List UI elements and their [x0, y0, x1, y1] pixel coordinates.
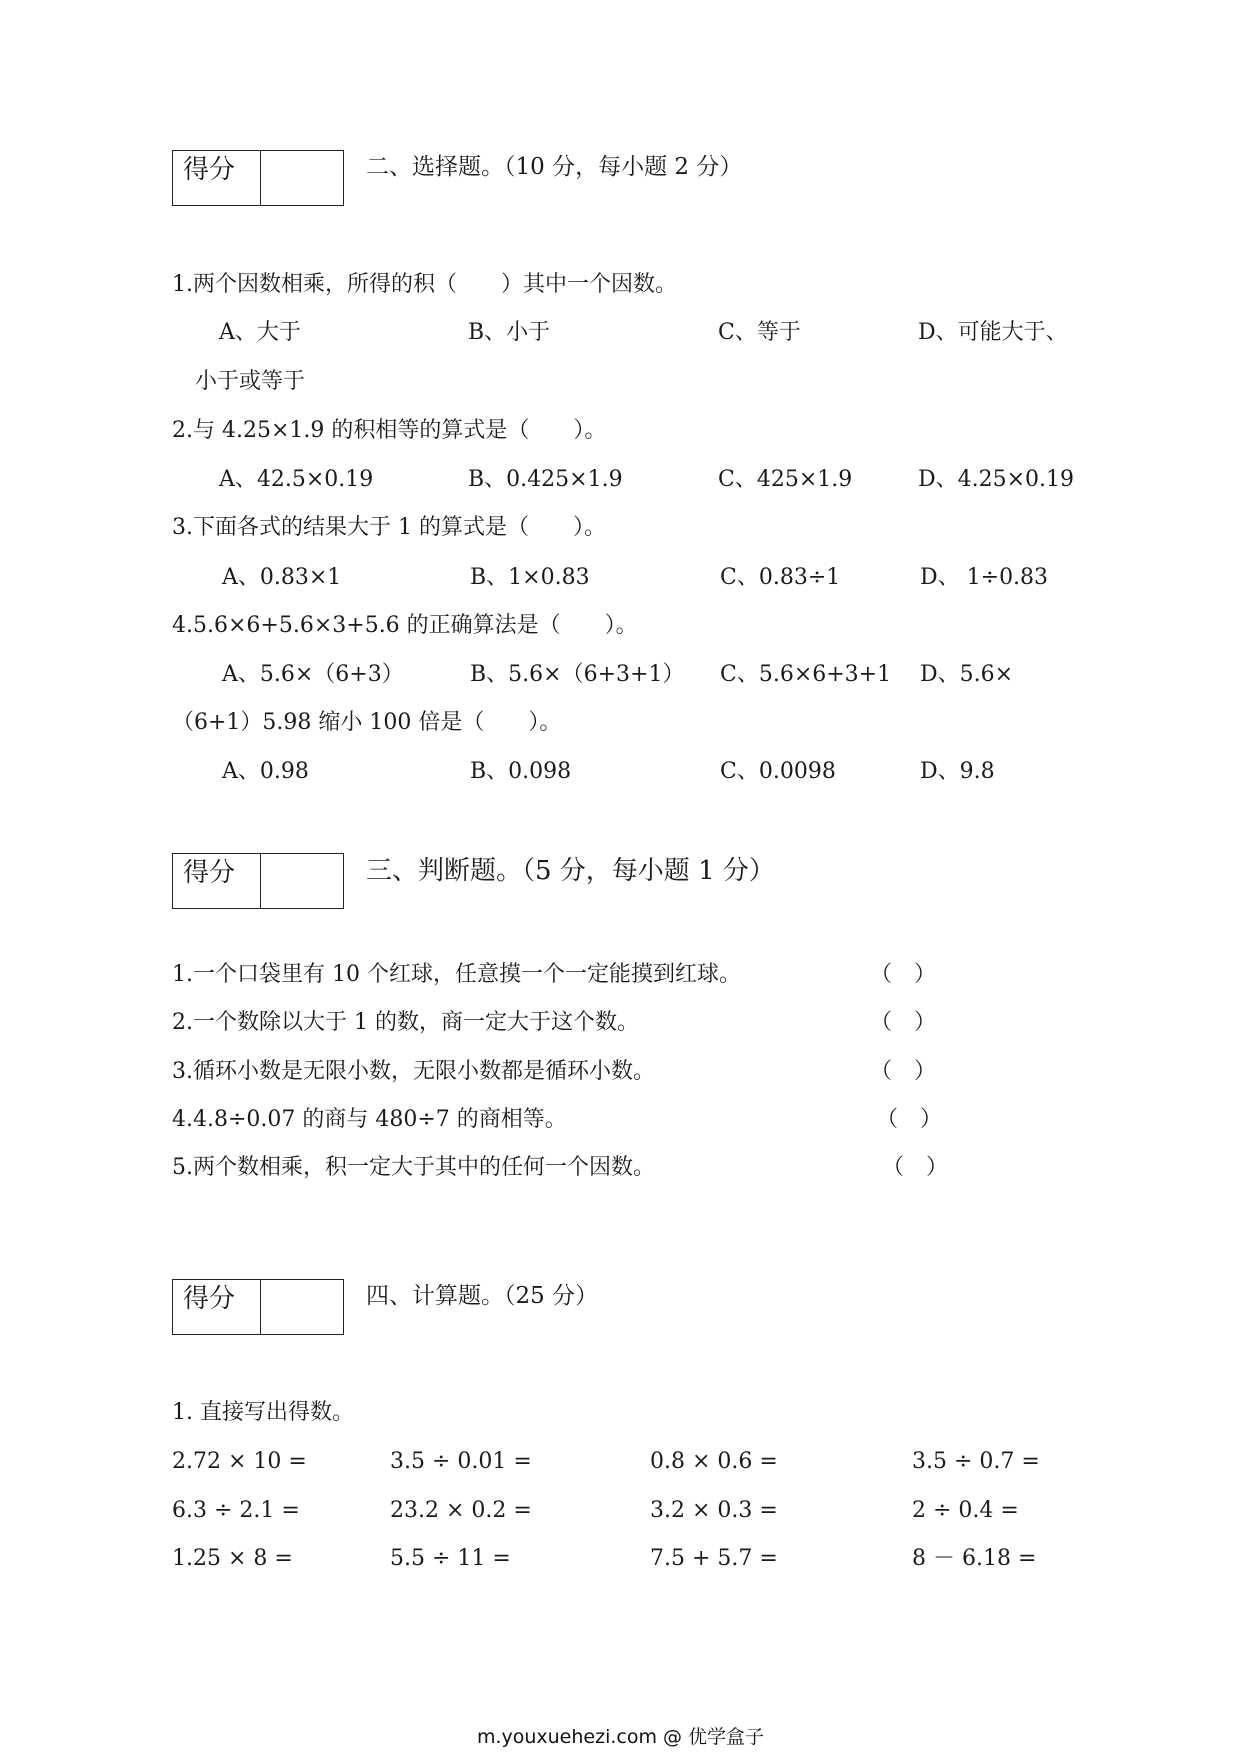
q2-option-b: B、0.425×1.9 — [468, 467, 623, 492]
calc-subtitle: 1. 直接写出得数。 — [172, 1400, 354, 1425]
q1-option-a: A、大于 — [219, 320, 301, 345]
judge-paren-5: （ ） — [882, 1155, 949, 1180]
score-blank — [261, 1280, 343, 1334]
q4-option-d: D、5.6× — [920, 662, 1014, 687]
judge-item-5: 5.两个数相乘，积一定大于其中的任何一个因数。 — [172, 1155, 655, 1180]
q2-option-c: C、425×1.9 — [718, 467, 853, 492]
q2-option-a: A、42.5×0.19 — [219, 467, 374, 492]
section3-title: 三、判断题。（5 分，每小题 1 分） — [366, 856, 775, 886]
judge-item-2: 2.一个数除以大于 1 的数，商一定大于这个数。 — [172, 1010, 639, 1035]
calc-cell: 5.5 ÷ 11 = — [390, 1546, 511, 1571]
q1-option-c: C、等于 — [718, 320, 801, 345]
judge-item-4: 4.4.8÷0.07 的商与 480÷7 的商相等。 — [172, 1107, 567, 1132]
calc-cell: 3.5 ÷ 0.01 = — [390, 1449, 532, 1474]
q2-option-d: D、4.25×0.19 — [918, 467, 1075, 492]
score-box-section3 — [172, 853, 344, 909]
calc-cell: 8 － 6.18 = — [912, 1546, 1037, 1571]
q4-stem: 4.5.6×6+5.6×3+5.6 的正确算法是（ ）。 — [172, 613, 638, 638]
judge-paren-4: （ ） — [876, 1107, 943, 1132]
q1-stem: 1.两个因数相乘，所得的积（ ）其中一个因数。 — [172, 272, 677, 297]
q1-option-d: D、可能大于、 — [918, 320, 1068, 345]
score-label: 得分 — [173, 1280, 261, 1334]
q3-option-b: B、1×0.83 — [470, 565, 590, 590]
q4-option-a: A、5.6×（6+3） — [222, 662, 404, 687]
q5-option-b: B、0.098 — [470, 759, 572, 784]
judge-paren-1: （ ） — [870, 962, 937, 987]
q1-continuation: 小于或等于 — [195, 369, 306, 394]
calc-cell: 3.2 × 0.3 = — [650, 1498, 778, 1523]
q3-stem: 3.下面各式的结果大于 1 的算式是（ ）。 — [172, 515, 606, 540]
score-box-section2 — [172, 150, 344, 206]
calc-cell: 0.8 × 0.6 = — [650, 1449, 778, 1474]
calc-cell: 3.5 ÷ 0.7 = — [912, 1449, 1040, 1474]
footer-watermark[interactable]: m.youxuehezi.com @ 优学盒子 — [476, 1726, 765, 1748]
calc-cell: 2 ÷ 0.4 = — [912, 1498, 1019, 1523]
score-label: 得分 — [173, 854, 261, 908]
score-box-section4 — [172, 1279, 344, 1335]
q1-option-b: B、小于 — [468, 320, 551, 345]
calc-cell: 23.2 × 0.2 = — [390, 1498, 532, 1523]
q3-option-c: C、0.83÷1 — [720, 565, 841, 590]
q4-continuation: （6+1）5.98 缩小 100 倍是（ ）。 — [172, 710, 562, 735]
q5-option-d: D、9.8 — [920, 759, 995, 784]
judge-paren-3: （ ） — [870, 1059, 937, 1084]
q3-option-d: D、 1÷0.83 — [920, 565, 1049, 590]
judge-item-3: 3.循环小数是无限小数，无限小数都是循环小数。 — [172, 1059, 655, 1084]
calc-cell: 6.3 ÷ 2.1 = — [172, 1498, 300, 1523]
q5-option-c: C、0.0098 — [720, 759, 836, 784]
calc-cell: 2.72 × 10 = — [172, 1449, 307, 1474]
section2-title: 二、选择题。（10 分，每小题 2 分） — [366, 154, 743, 180]
q5-option-a: A、0.98 — [222, 759, 309, 784]
q3-option-a: A、0.83×1 — [222, 565, 342, 590]
q4-option-b: B、5.6×（6+3+1） — [470, 662, 685, 687]
calc-cell: 1.25 × 8 = — [172, 1546, 293, 1571]
q4-option-c: C、5.6×6+3+1 — [720, 662, 892, 687]
judge-item-1: 1.一个口袋里有 10 个红球，任意摸一个一定能摸到红球。 — [172, 962, 741, 987]
calc-cell: 7.5 + 5.7 = — [650, 1546, 778, 1571]
q2-stem: 2.与 4.25×1.9 的积相等的算式是（ ）。 — [172, 418, 607, 443]
score-blank — [261, 151, 343, 205]
score-blank — [261, 854, 343, 908]
score-label: 得分 — [173, 151, 261, 205]
judge-paren-2: （ ） — [870, 1010, 937, 1035]
section4-title: 四、计算题。（25 分） — [366, 1283, 599, 1309]
